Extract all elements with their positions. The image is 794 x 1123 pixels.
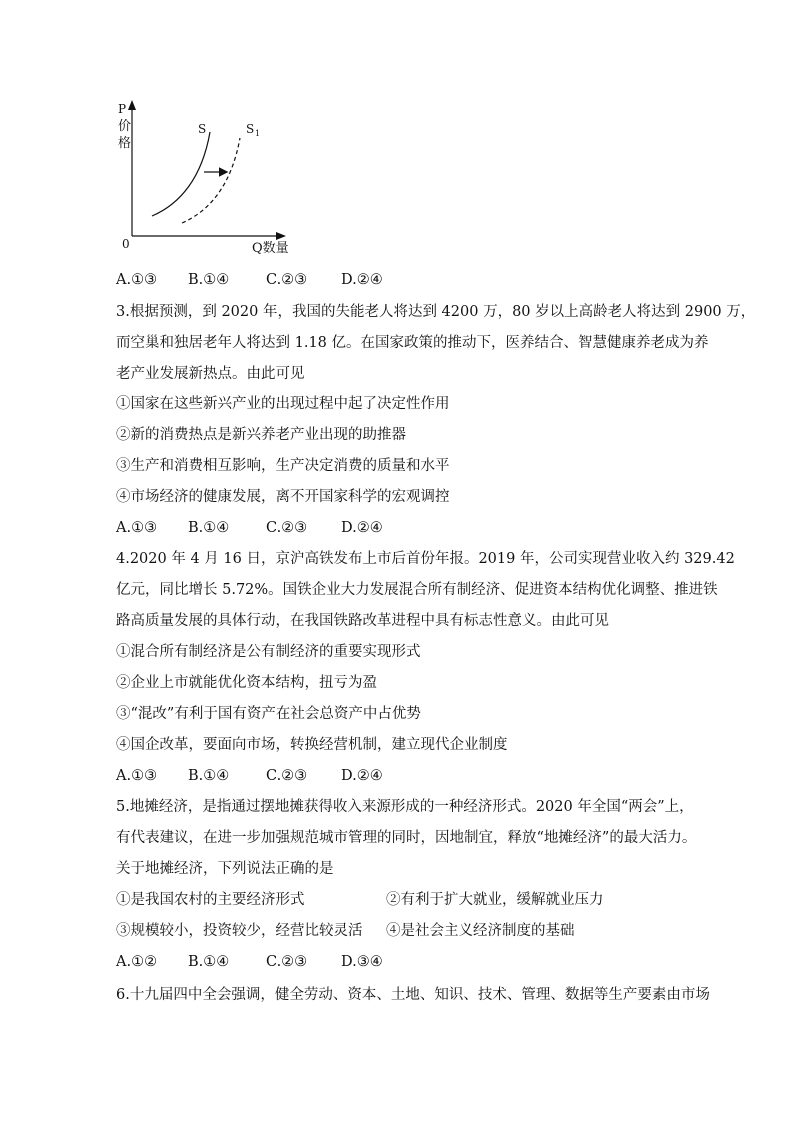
q3-item-1: ①国家在这些新兴产业的出现过程中起了决定性作用 — [116, 396, 450, 412]
q4-item-3: ③“混改”有利于国有资产在社会总资产中占优势 — [116, 706, 421, 722]
axis-p-label-ge: 格 — [118, 136, 132, 151]
q4-item-2: ②企业上市就能优化资本结构，扭亏为盈 — [116, 675, 377, 691]
q5-item-4: ④是社会主义经济制度的基础 — [386, 923, 575, 939]
q4-option-d[interactable]: D.②④ — [341, 768, 383, 784]
q5-stem-line-3: 关于地摊经济，下列说法正确的是 — [116, 861, 334, 877]
q4-item-1: ①混合所有制经济是公有制经济的重要实现形式 — [116, 644, 421, 660]
q5-option-c[interactable]: C.②③ — [266, 954, 308, 970]
y-axis-arrow — [128, 100, 136, 110]
curve-s1-subscript: 1 — [255, 129, 261, 138]
q5-stem-line-2: 有代表建议，在进一步加强规范城市管理的同时，因地制宜，释放“地摊经济”的最大活力。 — [116, 830, 697, 846]
axis-q-label: Q数量 — [252, 241, 289, 256]
origin-label: 0 — [122, 237, 130, 251]
q3-stem-line-1: 3.根据预测，到 2020 年，我国的失能老人将达到 4200 万，80 岁以上高龄老人将达到 2900 万， — [116, 304, 756, 320]
curve-s-label: S — [198, 122, 207, 136]
supply-shift-graph — [110, 96, 300, 258]
axis-p-letter: P — [118, 102, 127, 116]
q3-stem-line-3: 老产业发展新热点。由此可见 — [116, 366, 305, 382]
q3-item-3: ③生产和消费相互影响，生产决定消费的质量和水平 — [116, 458, 450, 474]
q4-item-4: ④国企改革，要面向市场，转换经营机制，建立现代企业制度 — [116, 737, 508, 753]
axis-p-label-jia: 价 — [118, 119, 132, 134]
q5-option-a[interactable]: A.①② — [116, 954, 158, 970]
q4-stem-line-1: 4.2020 年 4 月 16 日，京沪高铁发布上市后首份年报。2019 年，公司实现营业收入约 329.42 — [116, 551, 735, 567]
q3-option-c[interactable]: C.②③ — [266, 520, 308, 536]
q4-option-a[interactable]: A.①③ — [116, 768, 158, 784]
q3-option-b[interactable]: B.①④ — [188, 520, 230, 536]
q5-item-3: ③规模较小，投资较少，经营比较灵活 — [116, 923, 363, 939]
supply-curve-s1 — [182, 138, 240, 223]
q2-option-a[interactable]: A.①③ — [116, 272, 158, 288]
q2-option-b[interactable]: B.①④ — [188, 272, 230, 288]
q4-options — [116, 766, 401, 786]
q5-item-2: ②有利于扩大就业，缓解就业压力 — [386, 892, 604, 908]
q5-options — [116, 952, 401, 972]
curve-s1-label: S — [246, 122, 255, 136]
q3-item-2: ②新的消费热点是新兴养老产业出现的助推器 — [116, 427, 406, 443]
q5-stem-line-1: 5.地摊经济，是指通过摆地摊获得收入来源形成的一种经济形式。2020 年全国“两会”上， — [116, 799, 694, 815]
supply-curve-s — [152, 132, 210, 216]
q5-option-d[interactable]: D.③④ — [341, 954, 383, 970]
q3-item-4: ④市场经济的健康发展，离不开国家科学的宏观调控 — [116, 489, 450, 505]
q6-stem-line-1: 6.十九届四中全会强调，健全劳动、资本、土地、知识、技术、管理、数据等生产要素由市场 — [116, 987, 710, 1003]
q5-items-row-2 — [116, 921, 686, 941]
q4-option-c[interactable]: C.②③ — [266, 768, 308, 784]
q5-option-b[interactable]: B.①④ — [188, 954, 230, 970]
q4-stem-line-3: 路高质量发展的具体行动，在我国铁路改革进程中具有标志性意义。由此可见 — [116, 613, 609, 629]
q3-options — [116, 518, 401, 538]
q2-options — [116, 270, 401, 290]
q4-option-b[interactable]: B.①④ — [188, 768, 230, 784]
q5-item-1: ①是我国农村的主要经济形式 — [116, 892, 305, 908]
q3-option-a[interactable]: A.①③ — [116, 520, 158, 536]
q3-option-d[interactable]: D.②④ — [341, 520, 383, 536]
q4-stem-line-2: 亿元，同比增长 5.72%。国铁企业大力发展混合所有制经济、促进资本结构优化调整、推进铁 — [116, 582, 718, 598]
q2-option-d[interactable]: D.②④ — [341, 272, 383, 288]
x-axis-arrow — [276, 232, 286, 240]
supply-graph-svg — [110, 96, 300, 258]
q3-stem-line-2: 而空巢和独居老年人将达到 1.18 亿。在国家政策的推动下，医养结合、智慧健康养老成为养 — [116, 335, 709, 351]
q5-items-row-1 — [116, 890, 686, 910]
q2-option-c[interactable]: C.②③ — [266, 272, 308, 288]
